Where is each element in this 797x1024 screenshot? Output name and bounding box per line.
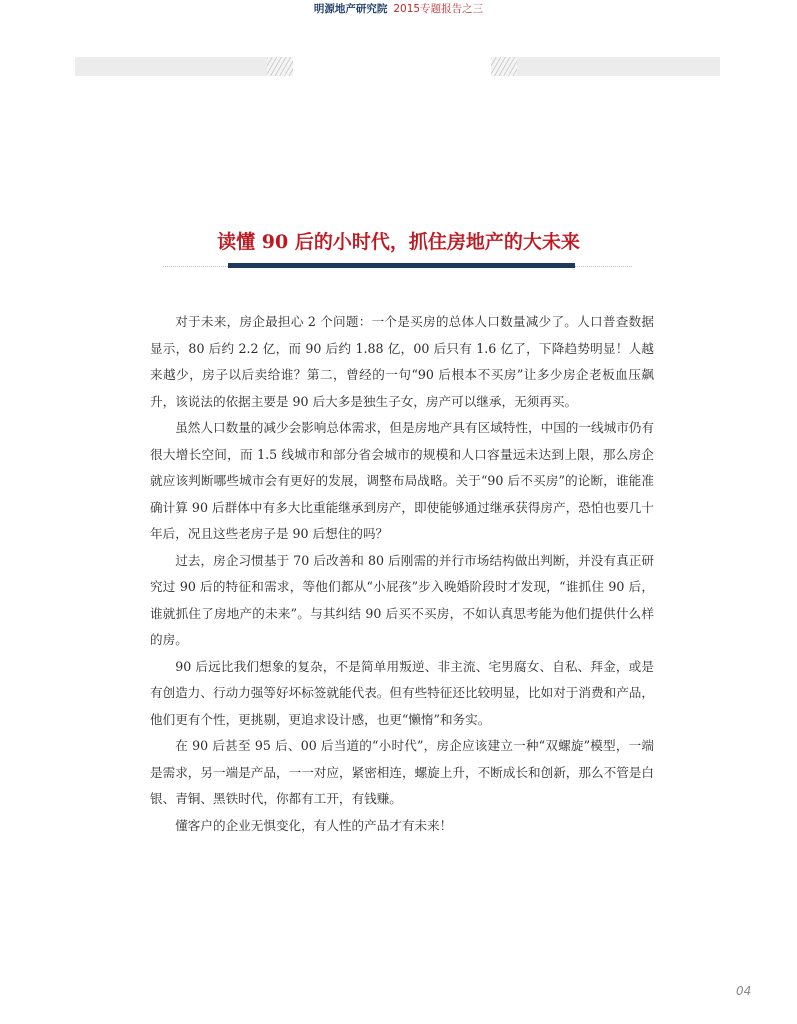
header-hatch-left — [267, 57, 293, 76]
paragraph: 90 后远比我们想象的复杂，不是简单用叛逆、非主流、宅男腐女、自私、拜金，或是有创造力、行动力强等好坏标签就能代表。但有些特征还比较明显，比如对于消费和产品，他们更有个性，更挑剔，更追求设计感，也更“懒惰”和务实。 — [150, 658, 654, 727]
header-org-name: 明源地产研究院 — [313, 3, 388, 15]
article-title: 读懂 90 后的小时代，抓住房地产的大未来 — [217, 231, 580, 253]
paragraph: 在 90 后甚至 95 后、00 后当道的“小时代”，房企应该建立一种“双螺旋”模型，一端是需求，另一端是产品，一一对应，紧密相连，螺旋上升，不断成长和创新，那么不管是白银、青铜、黑铁时代，你都有工开，有钱赚。 — [150, 738, 654, 806]
header-bar — [75, 57, 720, 76]
paragraph: 虽然人口数量的减少会影响总体需求，但是房地产具有区域特性，中国的一线城市仍有很大增长空间，而 1.5 线城市和部分省会城市的规模和人口容量远未达到上限，那么房企就应该判断哪些城市会有更好的发展，调整布局战略。关于“90 后不买房”的论断，谁能准确计算 90 后群体中有多大比重能继承到房产，即使能够通过继承获得房产，恐怕也要几十年后，况且这些老房子是 90 后想住的吗？ — [150, 420, 654, 541]
paragraph: 过去，房企习惯基于 70 后改善和 80 后刚需的并行市场结构做出判断，并没有真正研究过 90 后的特征和需求，等他们都从“小屁孩”步入晚婚阶段时才发现，“谁抓住 90 后，谁就抓住了房地产的未来”。与其纠结 90 后买不买房，不如认真思考能为他们提供什么样的房。 — [150, 552, 654, 647]
header-hatch-right — [491, 57, 517, 76]
header-center-panel — [293, 57, 491, 76]
running-header — [0, 0, 797, 19]
paragraph: 对于未来，房企最担心 2 个问题：一个是买房的总体人口数量减少了。人口普查数据显示，80 后约 2.2 亿，而 90 后约 1.88 亿，00 后只有 1.6 亿了，下降趋势明显！人越来越少，房子以后卖给谁？第二，曾经的一句“90 后根本不买房”让多少房企老板血压飙升，该说法的依据主要是 90 后大多是独生子女，房产可以继承，无须再买。 — [150, 314, 654, 409]
article-body — [150, 309, 654, 839]
page-number: 04 — [736, 984, 752, 998]
paragraph: 懂客户的企业无惧变化，有人性的产品才有未来！ — [175, 817, 453, 833]
title-underline-bar — [228, 263, 575, 268]
header-report-name: 2015专题报告之三 — [393, 3, 484, 15]
